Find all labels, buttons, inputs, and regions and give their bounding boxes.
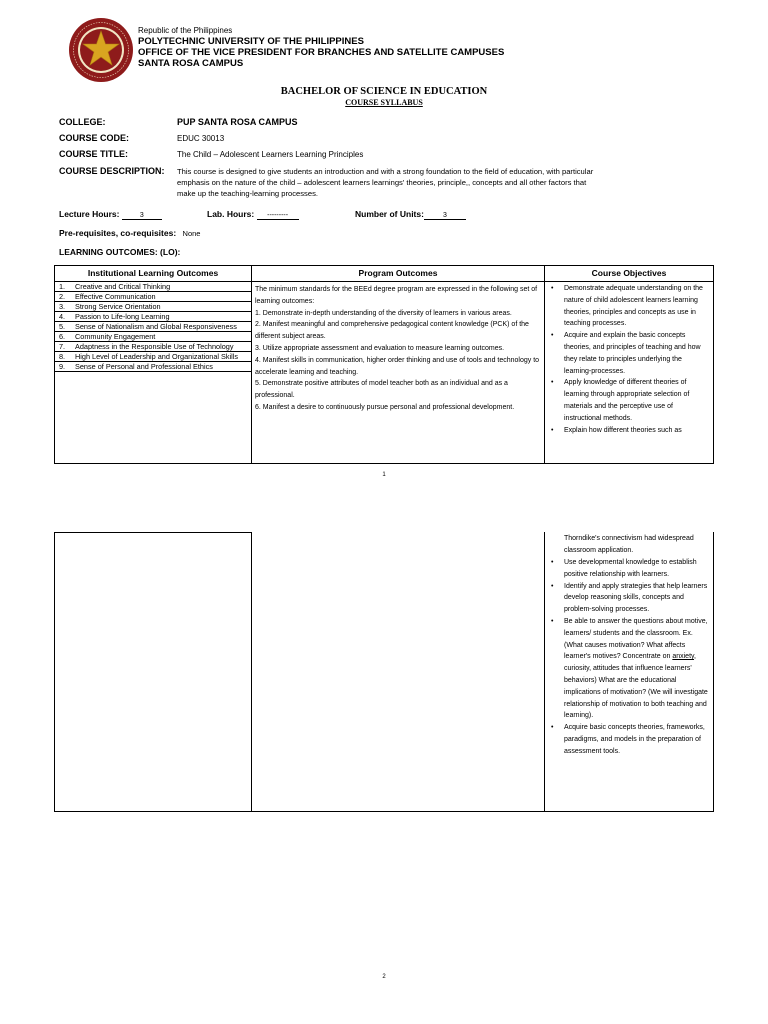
objective-item: • Use developmental knowledge to establish positive relationship with learners. xyxy=(549,557,709,581)
program-outcomes-text xyxy=(255,284,541,414)
ilo-text: Passion to Life-long Learning xyxy=(75,312,170,321)
ilo-number: 2. xyxy=(59,292,66,301)
ilo-text: Sense of Personal and Professional Ethics xyxy=(75,362,213,371)
outcomes-table-continued xyxy=(54,532,714,812)
ilo-item xyxy=(55,322,251,332)
course-code-value: EDUC 30013 xyxy=(177,134,225,143)
program-outcome-item: 2. Manifest meaningful and comprehensive pedagogical content knowledge (PCK) of the different subject areas. xyxy=(255,321,529,341)
course-title-value: The Child – Adolescent Learners Learning Principles xyxy=(177,150,364,159)
program-outcome-item: 6. Manifest a desire to continuously pursue personal and professional development. xyxy=(255,403,515,411)
ilo-text: Adaptness in the Responsible Use of Technology xyxy=(75,342,234,351)
prerequisites xyxy=(59,228,200,238)
units-value: 3 xyxy=(424,212,466,220)
program-outcome-item: 5. Demonstrate positive attributes of model teacher both as an individual and as a professional. xyxy=(255,380,508,400)
ilo-number: 4. xyxy=(59,312,66,321)
objective-item: • Acquire and explain the basic concepts theories, and principles of teaching and how they relate to principles underlying the learning-processes. xyxy=(549,330,709,377)
ilo-text: High Level of Leadership and Organizational Skills xyxy=(75,352,239,361)
ilo-item xyxy=(55,362,251,372)
ilo-item xyxy=(55,292,251,302)
course-objectives-column-continued xyxy=(545,532,713,811)
ilo-item xyxy=(55,352,251,362)
objective-continuation: Thorndike's connectivism had widespread classroom application. xyxy=(564,535,694,554)
page-number-1: 1 xyxy=(382,472,386,478)
ilo-text: Strong Service Orientation xyxy=(75,302,161,311)
objective-item: • Apply knowledge of different theories of learning through appropriate selection of materials and the perceptive use of instructional methods. xyxy=(549,377,709,424)
course-description-value: This course is designed to give students an introduction and with a strong foundation to the field of education, with particular emphasis on the nature of the child – adolescent learners learnings' theories, principle,, concepts and all other factors that make up the teaching-learning processes. xyxy=(177,167,594,198)
ilo-item xyxy=(55,282,251,292)
program-outcome-item: 1. Demonstrate in-depth understanding of the diversity of learners in various areas. xyxy=(255,309,512,317)
objective-item: • Acquire basic concepts theories, frameworks, paradigms, and models in the preparation of assessment tools. xyxy=(549,722,709,757)
ilo-number: 3. xyxy=(59,302,66,311)
document-title: COURSE SYLLABUS xyxy=(345,98,423,107)
objective-item: • Identify and apply strategies that help learners develop reasoning skills, concepts and problem-solving processes. xyxy=(549,581,709,616)
letterhead-office: OFFICE OF THE VICE PRESIDENT FOR BRANCHES AND SATELLITE CAMPUSES xyxy=(138,47,505,58)
program-outcomes-header: Program Outcomes xyxy=(252,266,544,282)
lecture-hours-label: Lecture Hours: xyxy=(59,209,120,219)
course-title-label: COURSE TITLE: xyxy=(59,149,128,159)
college-value: PUP SANTA ROSA CAMPUS xyxy=(177,117,298,127)
letterhead xyxy=(138,25,504,69)
university-seal-icon xyxy=(68,17,134,83)
course-code-label: COURSE CODE: xyxy=(59,133,130,143)
ilo-column-continued xyxy=(55,532,252,811)
program-outcomes-column-continued xyxy=(252,532,545,811)
lab-hours xyxy=(207,209,299,220)
letterhead-university: POLYTECHNIC UNIVERSITY OF THE PHILIPPINES xyxy=(138,36,364,47)
objective-item xyxy=(549,616,709,722)
program-outcomes-intro: The minimum standards for the BEEd degree program are expressed in the following set of learning outcomes: xyxy=(255,286,538,305)
objective-item: • Demonstrate adequate understanding on the nature of child adolescent learners learning theories, principles and concepts as use in teaching processes. xyxy=(549,283,709,330)
units-label: Number of Units: xyxy=(355,209,424,219)
lab-hours-value: --------- xyxy=(257,212,299,220)
ilo-header: Institutional Learning Outcomes xyxy=(55,266,251,282)
letterhead-campus: SANTA ROSA CAMPUS xyxy=(138,58,244,69)
objective-motivation-before: Be able to answer the questions about motive, learners/ students and the classroom. Ex. (What causes motivation? What affects learner's motives? Concentrate on xyxy=(564,617,708,661)
ilo-number: 6. xyxy=(59,332,66,341)
college-label: COLLEGE: xyxy=(59,117,106,127)
course-objectives-column xyxy=(545,266,713,463)
lecture-hours xyxy=(59,209,162,220)
ilo-text: Sense of Nationalism and Global Responsiveness xyxy=(75,322,237,331)
lecture-hours-value: 3 xyxy=(122,212,162,220)
lab-hours-label: Lab. Hours: xyxy=(207,209,255,219)
objective-motivation-underlined: anxiety xyxy=(672,653,695,661)
program-outcome-item: 4. Manifest skills in communication, higher order thinking and use of tools and technology to accelerate learning and teaching. xyxy=(255,356,540,376)
objective-item: • Explain how different theories such as xyxy=(549,425,709,437)
ilo-number: 7. xyxy=(59,342,66,351)
ilo-item xyxy=(55,302,251,312)
syllabus-page-2 xyxy=(0,490,768,1024)
program-outcomes-column xyxy=(252,266,545,463)
ilo-text: Effective Communication xyxy=(75,292,156,301)
ilo-item xyxy=(55,342,251,352)
objective-motivation-after: , curiosity, attitudes that influence learners' behaviors) What are the educational implications of motivation? (We will investigate relationship of motivation to both teaching and learning). xyxy=(564,653,708,720)
prerequisites-label: Pre-requisites, co-requisites: xyxy=(59,228,177,238)
ilo-number: 8. xyxy=(59,352,66,361)
ilo-item xyxy=(55,332,251,342)
course-description-label: COURSE DESCRIPTION: xyxy=(59,166,165,176)
ilo-number: 1. xyxy=(59,282,66,291)
course-objectives-list-page1 xyxy=(549,283,709,436)
prerequisites-value: None xyxy=(182,229,201,238)
program-title: BACHELOR OF SCIENCE IN EDUCATION xyxy=(280,86,488,97)
ilo-text: Creative and Critical Thinking xyxy=(75,282,171,291)
program-outcome-item: 3. Utilize appropriate assessment and evaluation to measure learning outcomes. xyxy=(255,344,505,352)
ilo-list xyxy=(55,282,251,372)
ilo-number: 9. xyxy=(59,362,66,371)
ilo-text: Community Engagement xyxy=(75,332,156,341)
ilo-column xyxy=(55,266,252,463)
page-number-2: 2 xyxy=(382,974,386,980)
outcomes-table xyxy=(54,265,714,464)
letterhead-republic: Republic of the Philippines xyxy=(138,26,233,35)
ilo-item xyxy=(55,312,251,322)
syllabus-page-1 xyxy=(0,0,768,490)
learning-outcomes-label: LEARNING OUTCOMES: (LO): xyxy=(59,247,181,257)
course-objectives-header: Course Objectives xyxy=(545,266,713,282)
ilo-number: 5. xyxy=(59,322,66,331)
number-of-units xyxy=(355,209,466,220)
course-objectives-list-page2 xyxy=(549,557,709,758)
program-outcomes-items xyxy=(255,308,541,414)
